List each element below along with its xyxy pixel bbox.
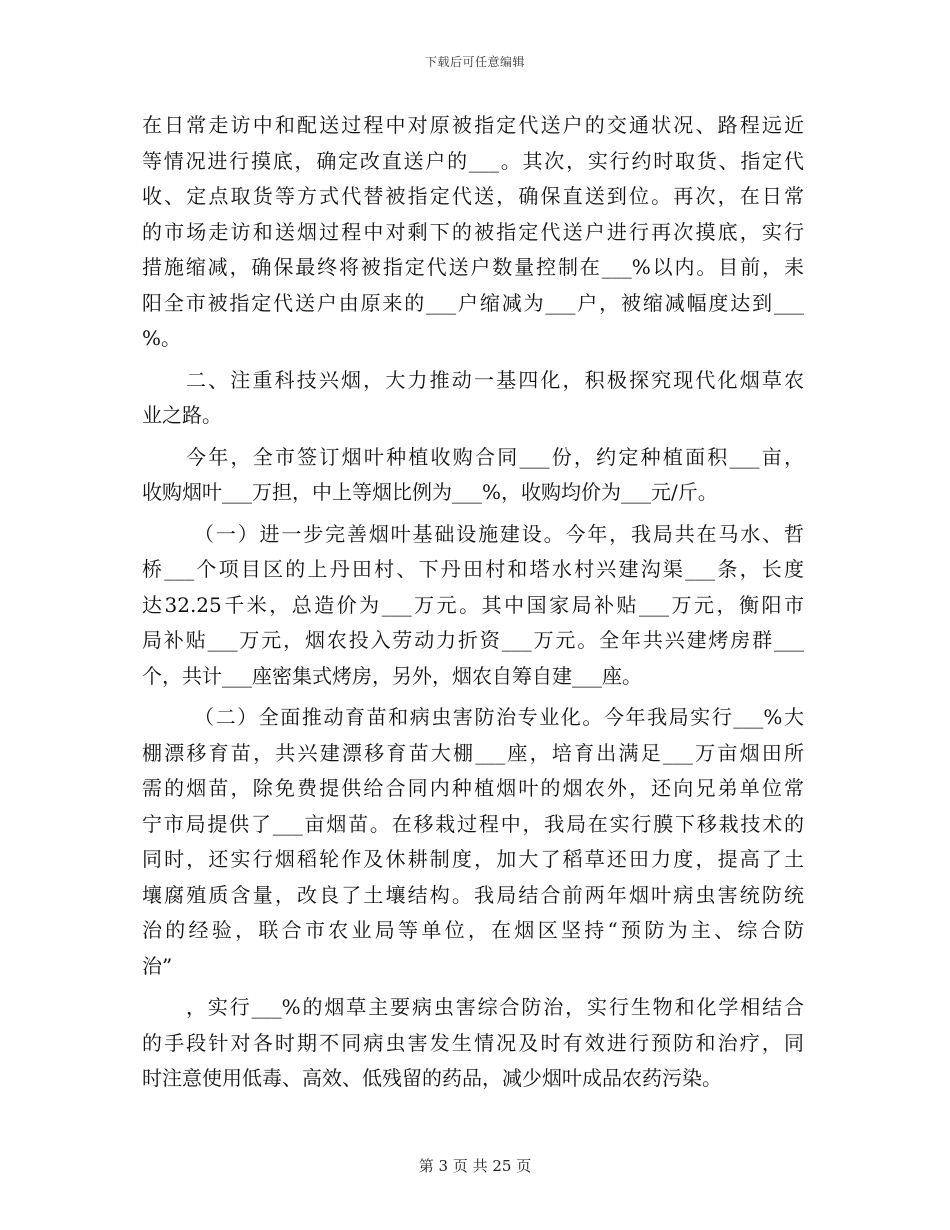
text-line: 阳全市被指定代送户由原来的___户缩减为___户，被缩减幅度达到___: [142, 290, 804, 315]
paragraph: [142, 700, 804, 984]
section-heading: [142, 363, 804, 434]
page-number: 第 3 页 共 25 页: [418, 1157, 532, 1175]
text-line: 措施缩减，确保最终将被指定代送户数量控制在___%以内。目前，耒: [142, 255, 804, 279]
text-line: 桥___个项目区的上丹田村、下丹田村和塔水村兴建沟渠___条，长度: [142, 557, 804, 581]
page-header-note: 下载后可任意编辑: [424, 55, 525, 69]
text-line: 个，共计___座密集式烤房，另外，烟农自筹自建___座。: [142, 663, 642, 688]
text-line: 等情况进行摸底，确定改直送户的___。其次，实行约时取货、指定代: [142, 148, 804, 173]
text-line: 收、定点取货等方式代替被指定代送，确保直送到位。再次，在日常: [142, 184, 804, 208]
document-body: [142, 108, 804, 1097]
paragraph: [142, 440, 804, 511]
text-line: ，实行___%的烟草主要病虫害综合防治，实行生物和化学相结合: [186, 995, 804, 1019]
text-line: 达32.25千米，总造价为___万元。其中国家局补贴___万元，衡阳市: [142, 592, 804, 617]
text-line: %。: [142, 326, 182, 350]
text-line: 同时，还实行烟稻轮作及休耕制度，加大了稻草还田力度，提高了土: [142, 847, 804, 871]
text-line: 业之路。: [142, 403, 222, 427]
text-line: 今年，全市签订烟叶种植收购合同___份，约定种植面积___亩，: [186, 444, 804, 469]
paragraph: [142, 108, 804, 357]
text-line: （一）进一步完善烟叶基础设施建设。今年，我局共在马水、哲: [194, 521, 804, 546]
text-line: 在日常走访中和配送过程中对原被指定代送户的交通状况、路程远近: [142, 113, 804, 137]
text-line: 的市场走访和送烟过程中对剩下的被指定代送户进行再次摸底，实行: [142, 219, 804, 244]
text-line: 时注意使用低毒、高效、低残留的药品，减少烟叶成品农药污染。: [142, 1066, 722, 1090]
text-line: 壤腐殖质含量，改良了土壤结构。我局结合前两年烟叶病虫害统防统: [142, 882, 804, 907]
paragraph: [142, 517, 804, 695]
text-line: 宁市局提供了___亩烟苗。在移栽过程中，我局在实行膜下移栽技术的: [142, 811, 804, 836]
text-line: 收购烟叶___万担，中上等烟比例为___%，收购均价为___元/斤。: [142, 480, 718, 504]
text-line: 需的烟苗，除免费提供给合同内种植烟叶的烟农外，还向兄弟单位常: [142, 776, 804, 800]
paragraph: [142, 990, 804, 1097]
text-line: 二、注重科技兴烟，大力推动一基四化，积极探究现代化烟草农: [186, 367, 804, 392]
text-line: 棚漂移育苗，共兴建漂移育苗大棚___座，培育出满足___万亩烟田所: [142, 740, 804, 765]
text-line: 治的经验，联合市农业局等单位，在烟区坚持“预防为主、综合防: [142, 918, 804, 942]
text-line: 局补贴___万元，烟农投入劳动力折资___万元。全年共兴建烤房群___: [142, 628, 804, 652]
text-line: 的手段针对各时期不同病虫害发生情况及时有效进行预防和治疗，同: [142, 1030, 804, 1055]
text-line: 治”: [142, 953, 173, 978]
text-line: （二）全面推动育苗和病虫害防治专业化。今年我局实行___%大: [194, 705, 804, 729]
